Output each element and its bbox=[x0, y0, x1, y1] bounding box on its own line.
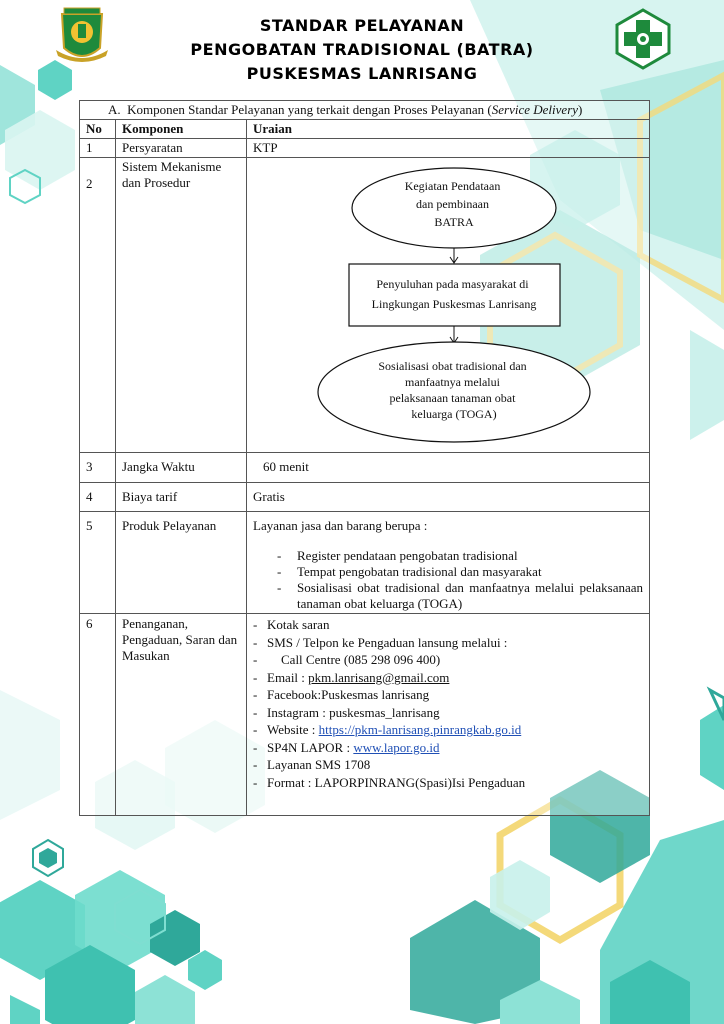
row-uraian: KTP bbox=[247, 139, 650, 158]
table-row bbox=[80, 614, 650, 816]
flow-step-2-text: Penyuluhan pada masyarakat di Lingkungan Puskesmas Lanrisang bbox=[371, 277, 537, 311]
pengaduan-list bbox=[253, 616, 643, 791]
list-item: - Tempat pengobatan tradisional dan masyarakat bbox=[277, 564, 643, 580]
row-no: 3 bbox=[80, 453, 116, 483]
list-item-format: - Format : LAPORPINRANG(Spasi)Isi Pengaduan bbox=[253, 774, 643, 792]
flow-step-1-text: Kegiatan Pendataan dan pembinaan BATRA bbox=[404, 179, 501, 229]
row-komponen: Jangka Waktu bbox=[116, 453, 247, 483]
flow-step-2-box bbox=[349, 264, 560, 326]
row-komponen: Produk Pelayanan bbox=[116, 512, 247, 614]
title-line-2: PENGOBATAN TRADISIONAL (BATRA) bbox=[190, 40, 534, 59]
title-line-3: PUSKESMAS LANRISANG bbox=[246, 64, 478, 83]
website-link[interactable]: https://pkm-lanrisang.pinrangkab.go.id bbox=[318, 722, 522, 737]
pengaduan-cell bbox=[247, 614, 650, 816]
service-standard-table bbox=[79, 100, 650, 816]
table-row bbox=[80, 158, 650, 453]
row-komponen: Penanganan, Pengaduan, Saran dan Masukan bbox=[116, 614, 247, 816]
table-row bbox=[80, 483, 650, 512]
col-komponen: Komponen bbox=[116, 120, 247, 139]
title-line-1: STANDAR PELAYANAN bbox=[259, 16, 465, 35]
row-uraian: 60 menit bbox=[247, 453, 650, 483]
row-no: 5 bbox=[80, 512, 116, 614]
row-no: 2 bbox=[80, 158, 116, 453]
row-komponen: Biaya tarif bbox=[116, 483, 247, 512]
email-link[interactable]: pkm.lanrisang@gmail.com bbox=[308, 669, 450, 685]
col-uraian: Uraian bbox=[247, 120, 650, 139]
list-item: - Register pendataan pengobatan tradisional bbox=[277, 548, 643, 564]
produk-intro: Layanan jasa dan barang berupa : bbox=[253, 518, 428, 533]
list-item: - Sosialisasi obat tradisional dan manfaatnya melalui pelaksanaan tanaman obat keluarga (TOGA) bbox=[277, 580, 643, 612]
column-header-row bbox=[80, 120, 650, 139]
produk-list bbox=[253, 548, 643, 612]
row-no: 1 bbox=[80, 139, 116, 158]
section-header-row bbox=[80, 101, 650, 120]
list-item-sms-lapor: - Layanan SMS 1708 bbox=[253, 756, 643, 774]
list-item: - SMS / Telpon ke Pengaduan lansung melalui : bbox=[253, 634, 643, 652]
list-item: - Instagram : puskesmas_lanrisang bbox=[253, 704, 643, 722]
row-komponen: Sistem Mekanisme dan Prosedur bbox=[116, 158, 247, 453]
row-komponen: Persyaratan bbox=[116, 139, 247, 158]
list-item: - Kotak saran bbox=[253, 616, 643, 634]
list-item-callcentre: - Call Centre (085 298 096 400) bbox=[253, 651, 643, 669]
section-heading-italic: Service Delivery bbox=[491, 102, 579, 117]
row-no: 6 bbox=[80, 614, 116, 816]
section-heading: A. Komponen Standar Pelayanan yang terkait dengan Proses Pelayanan (Service Delivery) bbox=[80, 101, 650, 120]
col-no: No bbox=[80, 120, 116, 139]
lapor-link[interactable]: www.lapor.go.id bbox=[353, 739, 440, 755]
flowchart-cell bbox=[247, 158, 650, 453]
list-item: - Facebook:Puskesmas lanrisang bbox=[253, 686, 643, 704]
row-no: 4 bbox=[80, 483, 116, 512]
procedure-flowchart bbox=[247, 158, 649, 448]
table-row bbox=[80, 453, 650, 483]
produk-cell bbox=[247, 512, 650, 614]
row-uraian: Gratis bbox=[247, 483, 650, 512]
list-item: - SP4N LAPOR : www.lapor.go.id bbox=[253, 739, 643, 757]
flow-step-3-text: Sosialisasi obat tradisional dan manfaatnya melalui pelaksanaan tanaman obat keluarga (TOGA) bbox=[378, 359, 527, 421]
table-row bbox=[80, 139, 650, 158]
list-item: - Email : pkm.lanrisang@gmail.com bbox=[253, 669, 643, 687]
list-item: - Website : https://pkm-lanrisang.pinrangkab.go.id bbox=[253, 721, 643, 739]
table-row bbox=[80, 512, 650, 614]
